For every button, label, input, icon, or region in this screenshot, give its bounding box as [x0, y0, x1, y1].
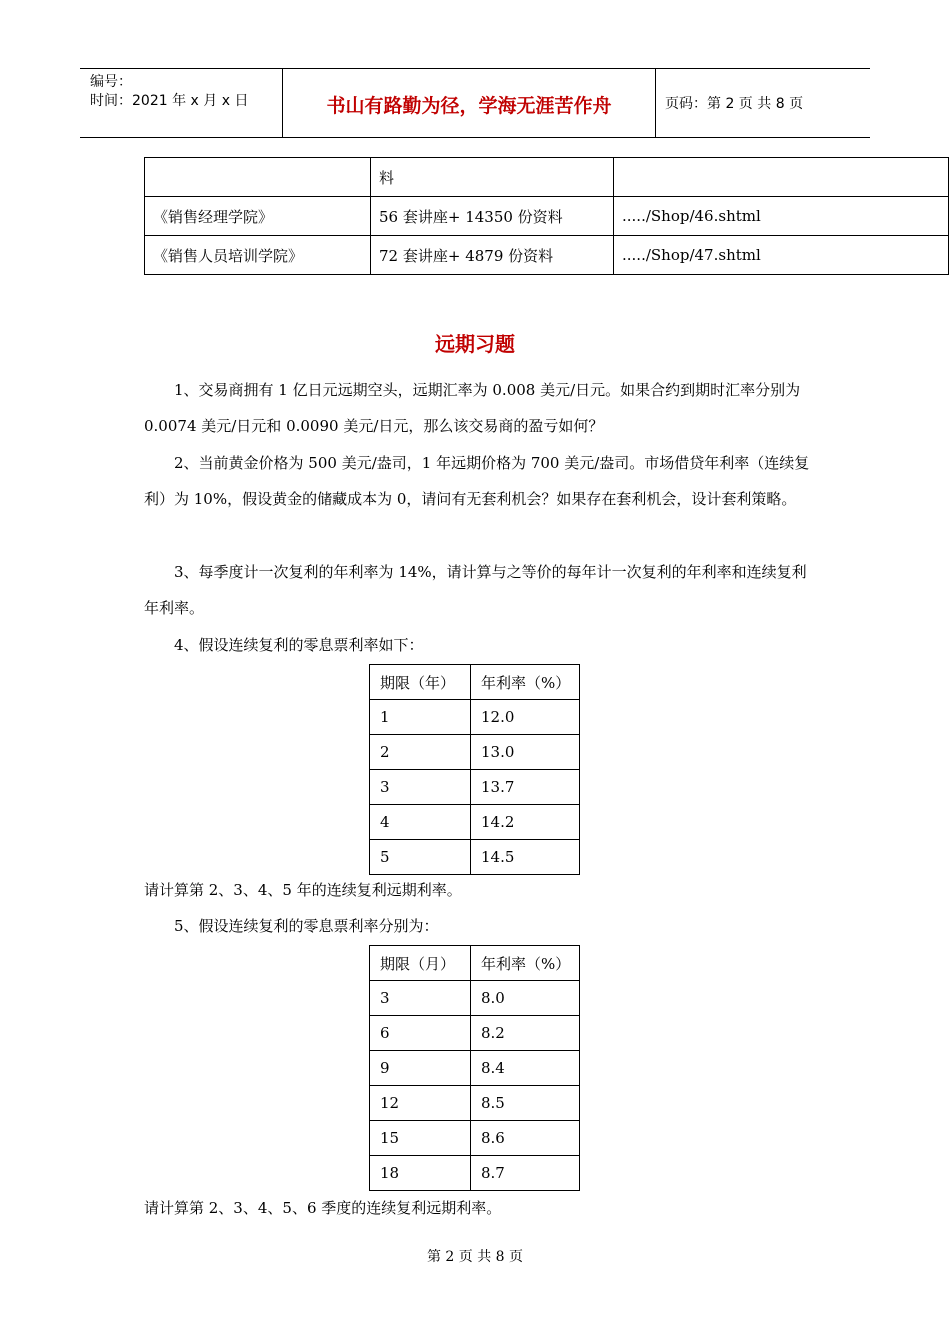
- table-cell: 8.5: [471, 1086, 580, 1121]
- table-cell: [614, 158, 949, 197]
- table-cell: 《销售经理学院》: [145, 197, 371, 236]
- question-5-followup: 请计算第 2、3、4、5、6 季度的连续复利远期利率。: [144, 1199, 502, 1217]
- table-cell: 2: [370, 735, 471, 770]
- table-cell: 12.0: [471, 700, 580, 735]
- table-cell: 4: [370, 805, 471, 840]
- column-header: 期限（月）: [370, 946, 471, 981]
- table-row: [370, 805, 580, 840]
- table-cell: 14.2: [471, 805, 580, 840]
- number-label: 编号：: [90, 74, 132, 90]
- question-4-followup: 请计算第 2、3、4、5 年的连续复利远期利率。: [144, 881, 462, 899]
- table-cell: ...../Shop/46.shtml: [614, 197, 949, 236]
- column-header: 年利率（%）: [471, 665, 580, 700]
- header-meta: [80, 69, 283, 137]
- table-cell: 15: [370, 1121, 471, 1156]
- table-cell: 料: [371, 158, 614, 197]
- date-label: 时间：2021 年 x 月 x 日: [90, 93, 249, 109]
- table-cell: 3: [370, 770, 471, 805]
- header-motto-cell: [283, 69, 656, 137]
- question-3: 3、每季度计一次复利的年利率为 14%，请计算与之等价的每年计一次复利的年利率和连续复利年利率。: [144, 563, 807, 617]
- question-5: 5、假设连续复利的零息票利率分别为：: [174, 917, 439, 935]
- table-header-row: [370, 946, 580, 981]
- question-2: 2、当前黄金价格为 500 美元/盎司，1 年远期价格为 700 美元/盎司。市场借贷年利率（连续复利）为 10%，假设黄金的储藏成本为 0，请问有无套利机会？如果存在套利机会，设计套利策略。: [144, 454, 810, 508]
- question-4: 4、假设连续复利的零息票利率如下：: [174, 636, 424, 654]
- table-cell: 56 套讲座+ 14350 份资料: [371, 197, 614, 236]
- table-cell: 8.2: [471, 1016, 580, 1051]
- page-footer: 第 2 页 共 8 页: [426, 1249, 524, 1265]
- table-cell: 13.0: [471, 735, 580, 770]
- rate-table-months: [369, 945, 580, 1191]
- table-cell: 8.7: [471, 1156, 580, 1191]
- table-cell: 8.0: [471, 981, 580, 1016]
- table-header-row: [370, 665, 580, 700]
- table-row: [370, 1121, 580, 1156]
- table-row: [370, 770, 580, 805]
- table-cell: 14.5: [471, 840, 580, 875]
- table-cell: 13.7: [471, 770, 580, 805]
- table-cell: 12: [370, 1086, 471, 1121]
- section-title: 远期习题: [435, 332, 515, 356]
- page-header: [80, 68, 870, 138]
- table-cell: 1: [370, 700, 471, 735]
- table-cell: ...../Shop/47.shtml: [614, 236, 949, 275]
- table-cell: 5: [370, 840, 471, 875]
- table-row: [370, 981, 580, 1016]
- table-row: [370, 1016, 580, 1051]
- table-row: [370, 1156, 580, 1191]
- table-row: [370, 1086, 580, 1121]
- table-row: [370, 840, 580, 875]
- table-cell: 18: [370, 1156, 471, 1191]
- page-label: 页码：第 2 页 共 8 页: [665, 96, 804, 112]
- table-row: [145, 236, 949, 275]
- table-cell: 9: [370, 1051, 471, 1086]
- table-row: [370, 735, 580, 770]
- table-cell: 《销售人员培训学院》: [145, 236, 371, 275]
- table-row: [370, 1051, 580, 1086]
- table-row: [370, 700, 580, 735]
- table-cell: 8.6: [471, 1121, 580, 1156]
- table-cell: [145, 158, 371, 197]
- table-row: [145, 197, 949, 236]
- column-header: 年利率（%）: [471, 946, 580, 981]
- resource-table: [144, 157, 949, 275]
- table-cell: 6: [370, 1016, 471, 1051]
- column-header: 期限（年）: [370, 665, 471, 700]
- question-1: 1、交易商拥有 1 亿日元远期空头，远期汇率为 0.008 美元/日元。如果合约到期时汇率分别为 0.0074 美元/日元和 0.0090 美元/日元，那么该交易商的盈亏如何？: [144, 381, 801, 435]
- table-row: [145, 158, 949, 197]
- table-cell: 3: [370, 981, 471, 1016]
- table-cell: 8.4: [471, 1051, 580, 1086]
- motto: 书山有路勤为径，学海无涯苦作舟: [326, 95, 612, 117]
- header-page-cell: [656, 69, 870, 137]
- rate-table-years: [369, 664, 580, 875]
- table-cell: 72 套讲座+ 4879 份资料: [371, 236, 614, 275]
